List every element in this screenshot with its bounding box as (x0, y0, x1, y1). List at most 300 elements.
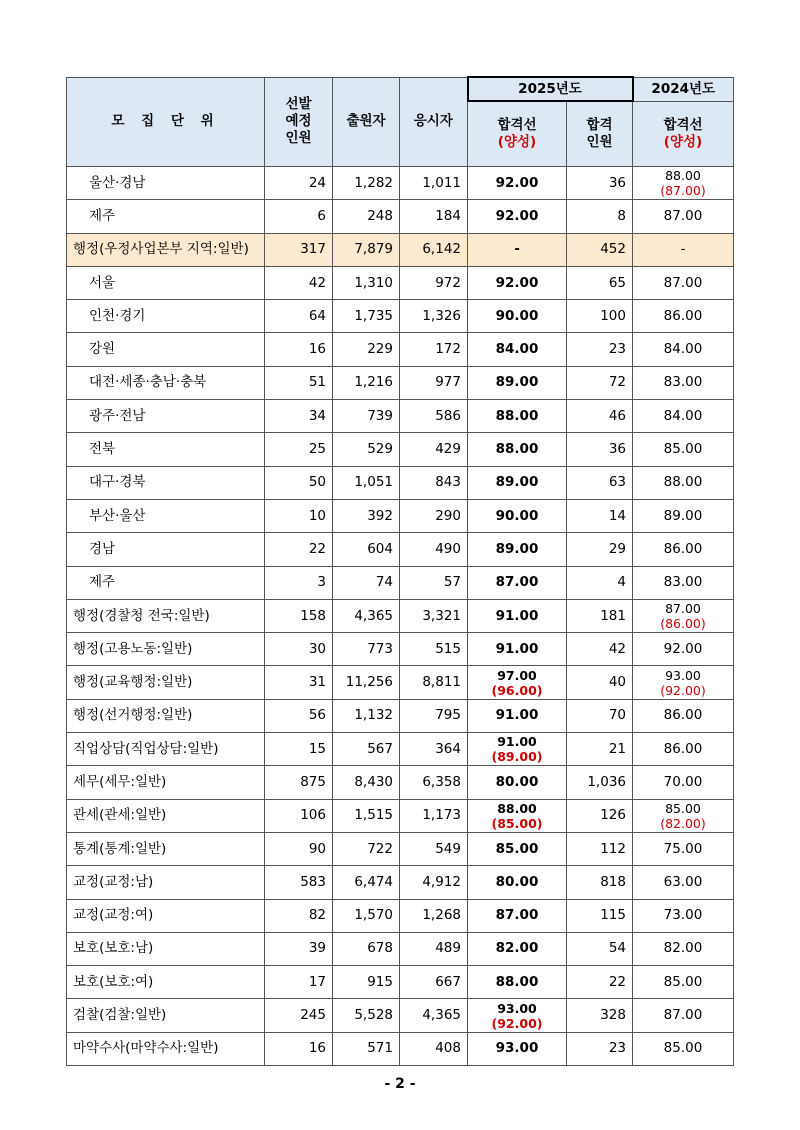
unit-cell (67, 300, 265, 333)
header-passed-2025 (567, 101, 633, 167)
passed-cell (567, 400, 633, 433)
applicants-value: 1,310 (354, 274, 393, 291)
planned-value: 82 (308, 907, 326, 924)
planned-cell (265, 699, 333, 732)
cutoff-2025-cell (468, 300, 567, 333)
cutoff-2024-cell (633, 333, 734, 366)
cutoff-2025-value: 88.00 (495, 407, 539, 424)
cutoff-2024-cell (633, 200, 734, 233)
planned-cell (265, 300, 333, 333)
unit-cell (67, 366, 265, 399)
examinees-value: 429 (435, 441, 461, 458)
planned-value: 15 (308, 740, 326, 757)
passed-cell (567, 233, 633, 266)
passed-cell (567, 200, 633, 233)
cutoff-2024-cell (633, 499, 734, 532)
table-row (67, 566, 734, 599)
cutoff-2025-cell (468, 899, 567, 932)
cutoff-2025-value: 84.00 (495, 341, 539, 358)
unit-name: 보호(보호:여) (73, 973, 154, 990)
planned-cell (265, 799, 333, 832)
planned-value: 30 (308, 640, 326, 657)
cutoff-2024-value: 70.00 (663, 773, 703, 790)
applicants-value: 7,879 (354, 241, 393, 258)
passed-cell (567, 1032, 633, 1065)
planned-value: 3 (317, 574, 326, 591)
header-year-2025: 2025년도 (468, 77, 633, 101)
table-row (67, 167, 734, 200)
examinees-cell (400, 433, 468, 466)
passed-cell (567, 666, 633, 699)
cutoff-2024-value: 86.00 (663, 540, 703, 557)
planned-value: 10 (308, 507, 326, 524)
cutoff-2024-cell (633, 167, 734, 200)
cutoff-2024-value: 85.00 (663, 973, 703, 990)
unit-cell (67, 899, 265, 932)
cutoff-2024-cell (633, 666, 734, 699)
cutoff-2025-value: 87.00 (495, 907, 539, 924)
planned-cell (265, 200, 333, 233)
unit-name: 광주·전남 (89, 407, 146, 424)
applicants-cell (333, 200, 400, 233)
examinees-value: 6,358 (422, 773, 461, 790)
passed-value: 54 (608, 940, 626, 957)
unit-cell (67, 200, 265, 233)
cutoff-2024-value: 92.00 (663, 640, 703, 657)
passed-value: 40 (608, 674, 626, 691)
examinees-value: 972 (435, 274, 461, 291)
applicants-cell (333, 599, 400, 632)
passed-cell (567, 699, 633, 732)
examinees-cell (400, 499, 468, 532)
planned-value: 22 (308, 540, 326, 557)
cutoff-2025-cell (468, 499, 567, 532)
cutoff-2025-alt: (96.00) (491, 682, 543, 698)
cutoff-2025-value: 91.00 (497, 734, 537, 750)
header-planned-line: 예정 (285, 113, 312, 130)
planned-cell (265, 633, 333, 666)
applicants-value: 678 (367, 940, 393, 957)
cutoff-2025-value: 92.00 (495, 174, 539, 191)
applicants-cell (333, 233, 400, 266)
applicants-cell (333, 999, 400, 1032)
cutoff-2025-value: - (514, 241, 520, 258)
examinees-value: 290 (435, 507, 461, 524)
table-row (67, 766, 734, 799)
cutoff-2024-value: 89.00 (663, 507, 703, 524)
header-examinees: 응시자 (400, 77, 468, 167)
unit-name: 제주 (89, 207, 116, 224)
cutoff-2025-value: 92.00 (495, 207, 539, 224)
applicants-value: 1,216 (354, 374, 393, 391)
cutoff-2024-value: 82.00 (663, 940, 703, 957)
cutoff-2025-value: 91.00 (495, 640, 539, 657)
examinees-value: 1,326 (422, 307, 461, 324)
cutoff-2025-value: 82.00 (495, 940, 539, 957)
table-row (67, 433, 734, 466)
cutoff-2025-cell (468, 633, 567, 666)
header-applicants: 출원자 (333, 77, 400, 167)
examinees-value: 490 (435, 540, 461, 557)
unit-cell (67, 333, 265, 366)
passed-value: 1,036 (587, 773, 626, 790)
cutoff-2025-value: 91.00 (495, 607, 539, 624)
unit-name: 강원 (89, 341, 116, 358)
passed-cell (567, 466, 633, 499)
table-row (67, 466, 734, 499)
header-cutoff-2024 (633, 101, 734, 167)
planned-cell (265, 400, 333, 433)
planned-cell (265, 866, 333, 899)
unit-name: 제주 (89, 574, 116, 591)
cutoff-2025-value: 93.00 (497, 1000, 537, 1016)
cutoff-2025-cell (468, 466, 567, 499)
cutoff-2025-cell (468, 733, 567, 766)
planned-cell (265, 832, 333, 865)
applicants-cell (333, 366, 400, 399)
planned-cell (265, 666, 333, 699)
applicants-value: 1,515 (354, 807, 393, 824)
planned-value: 42 (308, 274, 326, 291)
applicants-cell (333, 766, 400, 799)
passed-cell (567, 999, 633, 1032)
cutoff-2024-cell (633, 966, 734, 999)
table-header (67, 77, 734, 167)
planned-value: 90 (308, 840, 326, 857)
planned-cell (265, 999, 333, 1032)
table-row (67, 1032, 734, 1065)
unit-name: 관세(관세:일반) (73, 807, 167, 824)
cutoff-2024-cell (633, 400, 734, 433)
cutoff-2025-value: 85.00 (495, 840, 539, 857)
examinees-value: 408 (435, 1040, 461, 1057)
header-cutoff-2025 (468, 101, 567, 167)
cutoff-2025-value: 90.00 (495, 307, 539, 324)
passed-value: 181 (600, 607, 626, 624)
examinees-cell (400, 799, 468, 832)
passed-cell (567, 433, 633, 466)
planned-value: 6 (317, 207, 326, 224)
cutoff-2025-cell (468, 699, 567, 732)
applicants-cell (333, 699, 400, 732)
unit-cell (67, 400, 265, 433)
header-cutoff-sub: (양성) (663, 133, 703, 150)
cutoff-2025-value: 93.00 (495, 1040, 539, 1057)
table-row (67, 499, 734, 532)
cutoff-2024-value: 84.00 (663, 341, 703, 358)
planned-value: 39 (308, 940, 326, 957)
applicants-value: 1,282 (354, 174, 393, 191)
passed-cell (567, 300, 633, 333)
planned-value: 50 (308, 474, 326, 491)
passed-value: 8 (617, 207, 626, 224)
planned-cell (265, 533, 333, 566)
cutoff-2025-value: 92.00 (495, 274, 539, 291)
cutoff-2024-cell (633, 233, 734, 266)
passed-cell (567, 799, 633, 832)
unit-name: 전북 (89, 441, 116, 458)
header-passed-sub: 인원 (586, 134, 613, 150)
passed-value: 112 (600, 840, 626, 857)
applicants-cell (333, 499, 400, 532)
cutoff-2024-value: 85.00 (663, 441, 703, 458)
cutoff-2024-cell (633, 633, 734, 666)
unit-cell (67, 167, 265, 200)
header-year-2024: 2024년도 (633, 77, 734, 101)
examinees-cell (400, 932, 468, 965)
cutoff-2024-value: 87.00 (663, 207, 703, 224)
cutoff-2024-cell (633, 699, 734, 732)
planned-value: 875 (300, 773, 326, 790)
unit-cell (67, 766, 265, 799)
passed-cell (567, 633, 633, 666)
planned-cell (265, 266, 333, 299)
examinees-cell (400, 866, 468, 899)
examinees-value: 977 (435, 374, 461, 391)
unit-cell (67, 733, 265, 766)
cutoff-2025-value: 91.00 (495, 707, 539, 724)
cutoff-2025-value: 90.00 (495, 507, 539, 524)
examinees-value: 1,011 (422, 174, 461, 191)
cutoff-2025-alt: (92.00) (491, 1015, 543, 1031)
passed-cell (567, 766, 633, 799)
passed-value: 100 (600, 307, 626, 324)
unit-name: 행정(선거행정:일반) (73, 707, 193, 724)
table-row (67, 599, 734, 632)
cutoff-2024-cell (633, 899, 734, 932)
planned-value: 106 (300, 807, 326, 824)
examinees-value: 843 (435, 474, 461, 491)
unit-cell (67, 1032, 265, 1065)
passed-cell (567, 832, 633, 865)
applicants-value: 248 (367, 207, 393, 224)
cutoff-2024-value: 75.00 (663, 840, 703, 857)
examinees-cell (400, 633, 468, 666)
table-row (67, 699, 734, 732)
table-row (67, 666, 734, 699)
cutoff-2025-cell (468, 533, 567, 566)
planned-value: 317 (300, 241, 326, 258)
cutoff-2025-value: 97.00 (497, 667, 537, 683)
planned-cell (265, 733, 333, 766)
passed-cell (567, 533, 633, 566)
examinees-cell (400, 566, 468, 599)
cutoff-2024-value: 83.00 (663, 374, 703, 391)
planned-value: 64 (308, 307, 326, 324)
applicants-cell (333, 666, 400, 699)
cutoff-2025-value: 87.00 (495, 574, 539, 591)
applicants-value: 8,430 (354, 773, 393, 790)
table-row (67, 366, 734, 399)
examinees-cell (400, 733, 468, 766)
cutoff-2025-value: 89.00 (495, 474, 539, 491)
applicants-value: 739 (367, 407, 393, 424)
results-table (66, 76, 734, 1066)
examinees-cell (400, 533, 468, 566)
examinees-value: 184 (435, 207, 461, 224)
examinees-cell (400, 366, 468, 399)
unit-cell (67, 666, 265, 699)
cutoff-2025-alt: (85.00) (491, 815, 543, 831)
applicants-cell (333, 899, 400, 932)
passed-cell (567, 366, 633, 399)
cutoff-2025-value: 88.00 (495, 441, 539, 458)
examinees-value: 6,142 (422, 241, 461, 258)
passed-cell (567, 333, 633, 366)
table-row (67, 200, 734, 233)
examinees-cell (400, 400, 468, 433)
planned-value: 158 (300, 607, 326, 624)
examinees-value: 57 (443, 574, 461, 591)
cutoff-2024-value: 88.00 (665, 168, 701, 184)
cutoff-2024-cell (633, 599, 734, 632)
planned-value: 51 (308, 374, 326, 391)
cutoff-2025-cell (468, 566, 567, 599)
unit-name: 부산·울산 (89, 507, 146, 524)
applicants-value: 567 (367, 740, 393, 757)
cutoff-2025-cell (468, 599, 567, 632)
table-body (67, 167, 734, 1066)
table-row (67, 266, 734, 299)
unit-name: 울산·경남 (89, 174, 146, 191)
cutoff-2025-cell (468, 832, 567, 865)
unit-name: 행정(고용노동:일반) (73, 640, 193, 657)
unit-cell (67, 266, 265, 299)
cutoff-2024-alt: (87.00) (660, 183, 706, 199)
examinees-value: 1,268 (422, 907, 461, 924)
passed-cell (567, 932, 633, 965)
unit-name: 통계(통계:일반) (73, 840, 167, 857)
unit-name: 행정(우정사업본부 지역:일반) (73, 241, 249, 258)
applicants-cell (333, 832, 400, 865)
examinees-value: 172 (435, 341, 461, 358)
cutoff-2025-alt: (89.00) (491, 749, 543, 765)
unit-name: 행정(경찰청 전국:일반) (73, 607, 210, 624)
applicants-cell (333, 866, 400, 899)
cutoff-2024-value: 86.00 (663, 707, 703, 724)
passed-value: 63 (608, 474, 626, 491)
cutoff-2024-value: - (680, 241, 686, 258)
cutoff-2024-value: 88.00 (663, 474, 703, 491)
cutoff-2024-cell (633, 932, 734, 965)
header-planned (265, 77, 333, 167)
unit-cell (67, 433, 265, 466)
cutoff-2025-cell (468, 433, 567, 466)
examinees-value: 8,811 (422, 674, 461, 691)
unit-cell (67, 966, 265, 999)
examinees-cell (400, 699, 468, 732)
passed-value: 452 (600, 241, 626, 258)
unit-cell (67, 466, 265, 499)
unit-name: 검찰(검찰:일반) (73, 1007, 167, 1024)
applicants-cell (333, 167, 400, 200)
planned-value: 16 (308, 341, 326, 358)
cutoff-2024-value: 63.00 (663, 873, 703, 890)
cutoff-2024-cell (633, 300, 734, 333)
unit-cell (67, 566, 265, 599)
passed-value: 36 (608, 174, 626, 191)
unit-name: 대구·경북 (89, 474, 146, 491)
planned-cell (265, 932, 333, 965)
unit-name: 대전·세종·충남·충북 (89, 374, 207, 391)
examinees-value: 795 (435, 707, 461, 724)
planned-value: 24 (308, 174, 326, 191)
cutoff-2024-cell (633, 1032, 734, 1065)
unit-cell (67, 699, 265, 732)
cutoff-2024-value: 73.00 (663, 907, 703, 924)
passed-value: 328 (600, 1007, 626, 1024)
cutoff-2024-value: 86.00 (663, 740, 703, 757)
planned-value: 17 (308, 973, 326, 990)
passed-cell (567, 866, 633, 899)
examinees-cell (400, 300, 468, 333)
unit-name: 보호(보호:남) (73, 940, 154, 957)
cutoff-2025-value: 89.00 (495, 540, 539, 557)
cutoff-2024-cell (633, 466, 734, 499)
planned-cell (265, 499, 333, 532)
applicants-value: 722 (367, 840, 393, 857)
cutoff-2025-cell (468, 266, 567, 299)
cutoff-2024-alt: (82.00) (660, 815, 706, 831)
cutoff-2025-value: 88.00 (495, 973, 539, 990)
unit-cell (67, 233, 265, 266)
examinees-value: 4,912 (422, 873, 461, 890)
cutoff-2024-value: 84.00 (663, 407, 703, 424)
unit-cell (67, 866, 265, 899)
examinees-cell (400, 899, 468, 932)
passed-cell (567, 966, 633, 999)
applicants-cell (333, 533, 400, 566)
applicants-value: 11,256 (345, 674, 393, 691)
applicants-cell (333, 300, 400, 333)
planned-value: 34 (308, 407, 326, 424)
passed-value: 126 (600, 807, 626, 824)
table-row (67, 899, 734, 932)
cutoff-2025-cell (468, 400, 567, 433)
cutoff-2024-cell (633, 533, 734, 566)
unit-cell (67, 499, 265, 532)
cutoff-2025-cell (468, 932, 567, 965)
applicants-value: 604 (367, 540, 393, 557)
planned-value: 56 (308, 707, 326, 724)
unit-cell (67, 832, 265, 865)
cutoff-2024-cell (633, 832, 734, 865)
cutoff-2025-cell (468, 766, 567, 799)
table-row (67, 633, 734, 666)
unit-cell (67, 533, 265, 566)
planned-cell (265, 566, 333, 599)
planned-value: 245 (300, 1007, 326, 1024)
applicants-cell (333, 266, 400, 299)
examinees-cell (400, 599, 468, 632)
table-row (67, 866, 734, 899)
planned-value: 25 (308, 441, 326, 458)
cutoff-2024-value: 86.00 (663, 307, 703, 324)
applicants-cell (333, 733, 400, 766)
applicants-value: 392 (367, 507, 393, 524)
planned-cell (265, 899, 333, 932)
passed-value: 4 (617, 574, 626, 591)
unit-name: 행정(교육행정:일반) (73, 674, 193, 691)
cutoff-2024-value: 87.00 (665, 601, 701, 616)
passed-value: 46 (608, 407, 626, 424)
passed-value: 70 (608, 707, 626, 724)
cutoff-2024-cell (633, 799, 734, 832)
cutoff-2025-cell (468, 167, 567, 200)
cutoff-2025-cell (468, 200, 567, 233)
cutoff-2024-cell (633, 266, 734, 299)
table-row (67, 400, 734, 433)
